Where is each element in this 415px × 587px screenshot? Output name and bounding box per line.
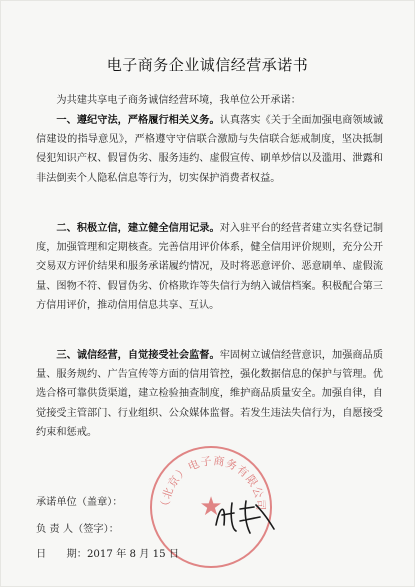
sign-responsible-label: 负 责 人（签字）： [36,524,119,535]
section-3-body: 牢固树立诚信经营意识，加强商品质量、服务规约、广告宣传等方面的信用管控，强化数据信息的保护与管理。优选合格可靠供货渠道，建立检验抽查制度，维护商品质量安全。加强自律，自觉接受主管部门、行业组织、公众媒体监督。若发生违法失信行为，自愿接受约束和惩戒。 [36,350,384,438]
sign-date-value: 2017 年 8 月 15 日 [86,549,180,560]
section-1-body: 认真落实《关于全面加强电商领域诚信建设的指导意见》，严格遵守守信联合激励与失信联合惩戒制度，坚决抵制侵犯知识产权、假冒伪劣、服务违约、虚假宣传、刷单炒信以及滥用、泄露和非法倒卖个人隐私信息等行为，切实保护消费者权益。 [36,115,384,184]
section-3-heading: 三、诚信经营，自觉接受社会监督。 [56,350,220,361]
section-2-heading: 二、积极立信，建立健全信用记录。 [56,223,220,234]
page-title: 电子商务企业诚信经营承诺书 [106,56,309,74]
section-3 [36,346,383,442]
section-1-heading: 一、遵纪守法，严格履行相关义务。 [56,115,220,126]
section-1 [36,111,383,188]
seal-text: （北京）电子商务有限公司 [158,454,268,512]
intro-paragraph: 为共建共享电子商务诚信经营环境，我单位公开承诺： [56,95,301,106]
seal-star-icon: ★ [199,492,223,522]
section-2-body: 对入驻平台的经营者建立实名登记制度，加强管理和定期核查。完善信用评价体系，健全信用评价规则，充分公开交易双方评价结果和服务承诺履约情况，及时将恶意评价、恶意刷单、虚假流量、图物不符、假冒伪劣、价格欺诈等失信行为纳入诚信档案。积极配合第三方信用评价，推动信用信息共享、互认。 [36,223,384,311]
handwritten-signature [210,495,280,537]
sign-date-label: 日 期： [36,549,87,560]
section-2 [36,219,383,315]
sign-unit-label: 承诺单位（盖章）： [36,497,123,508]
sign-date-row [36,545,179,560]
